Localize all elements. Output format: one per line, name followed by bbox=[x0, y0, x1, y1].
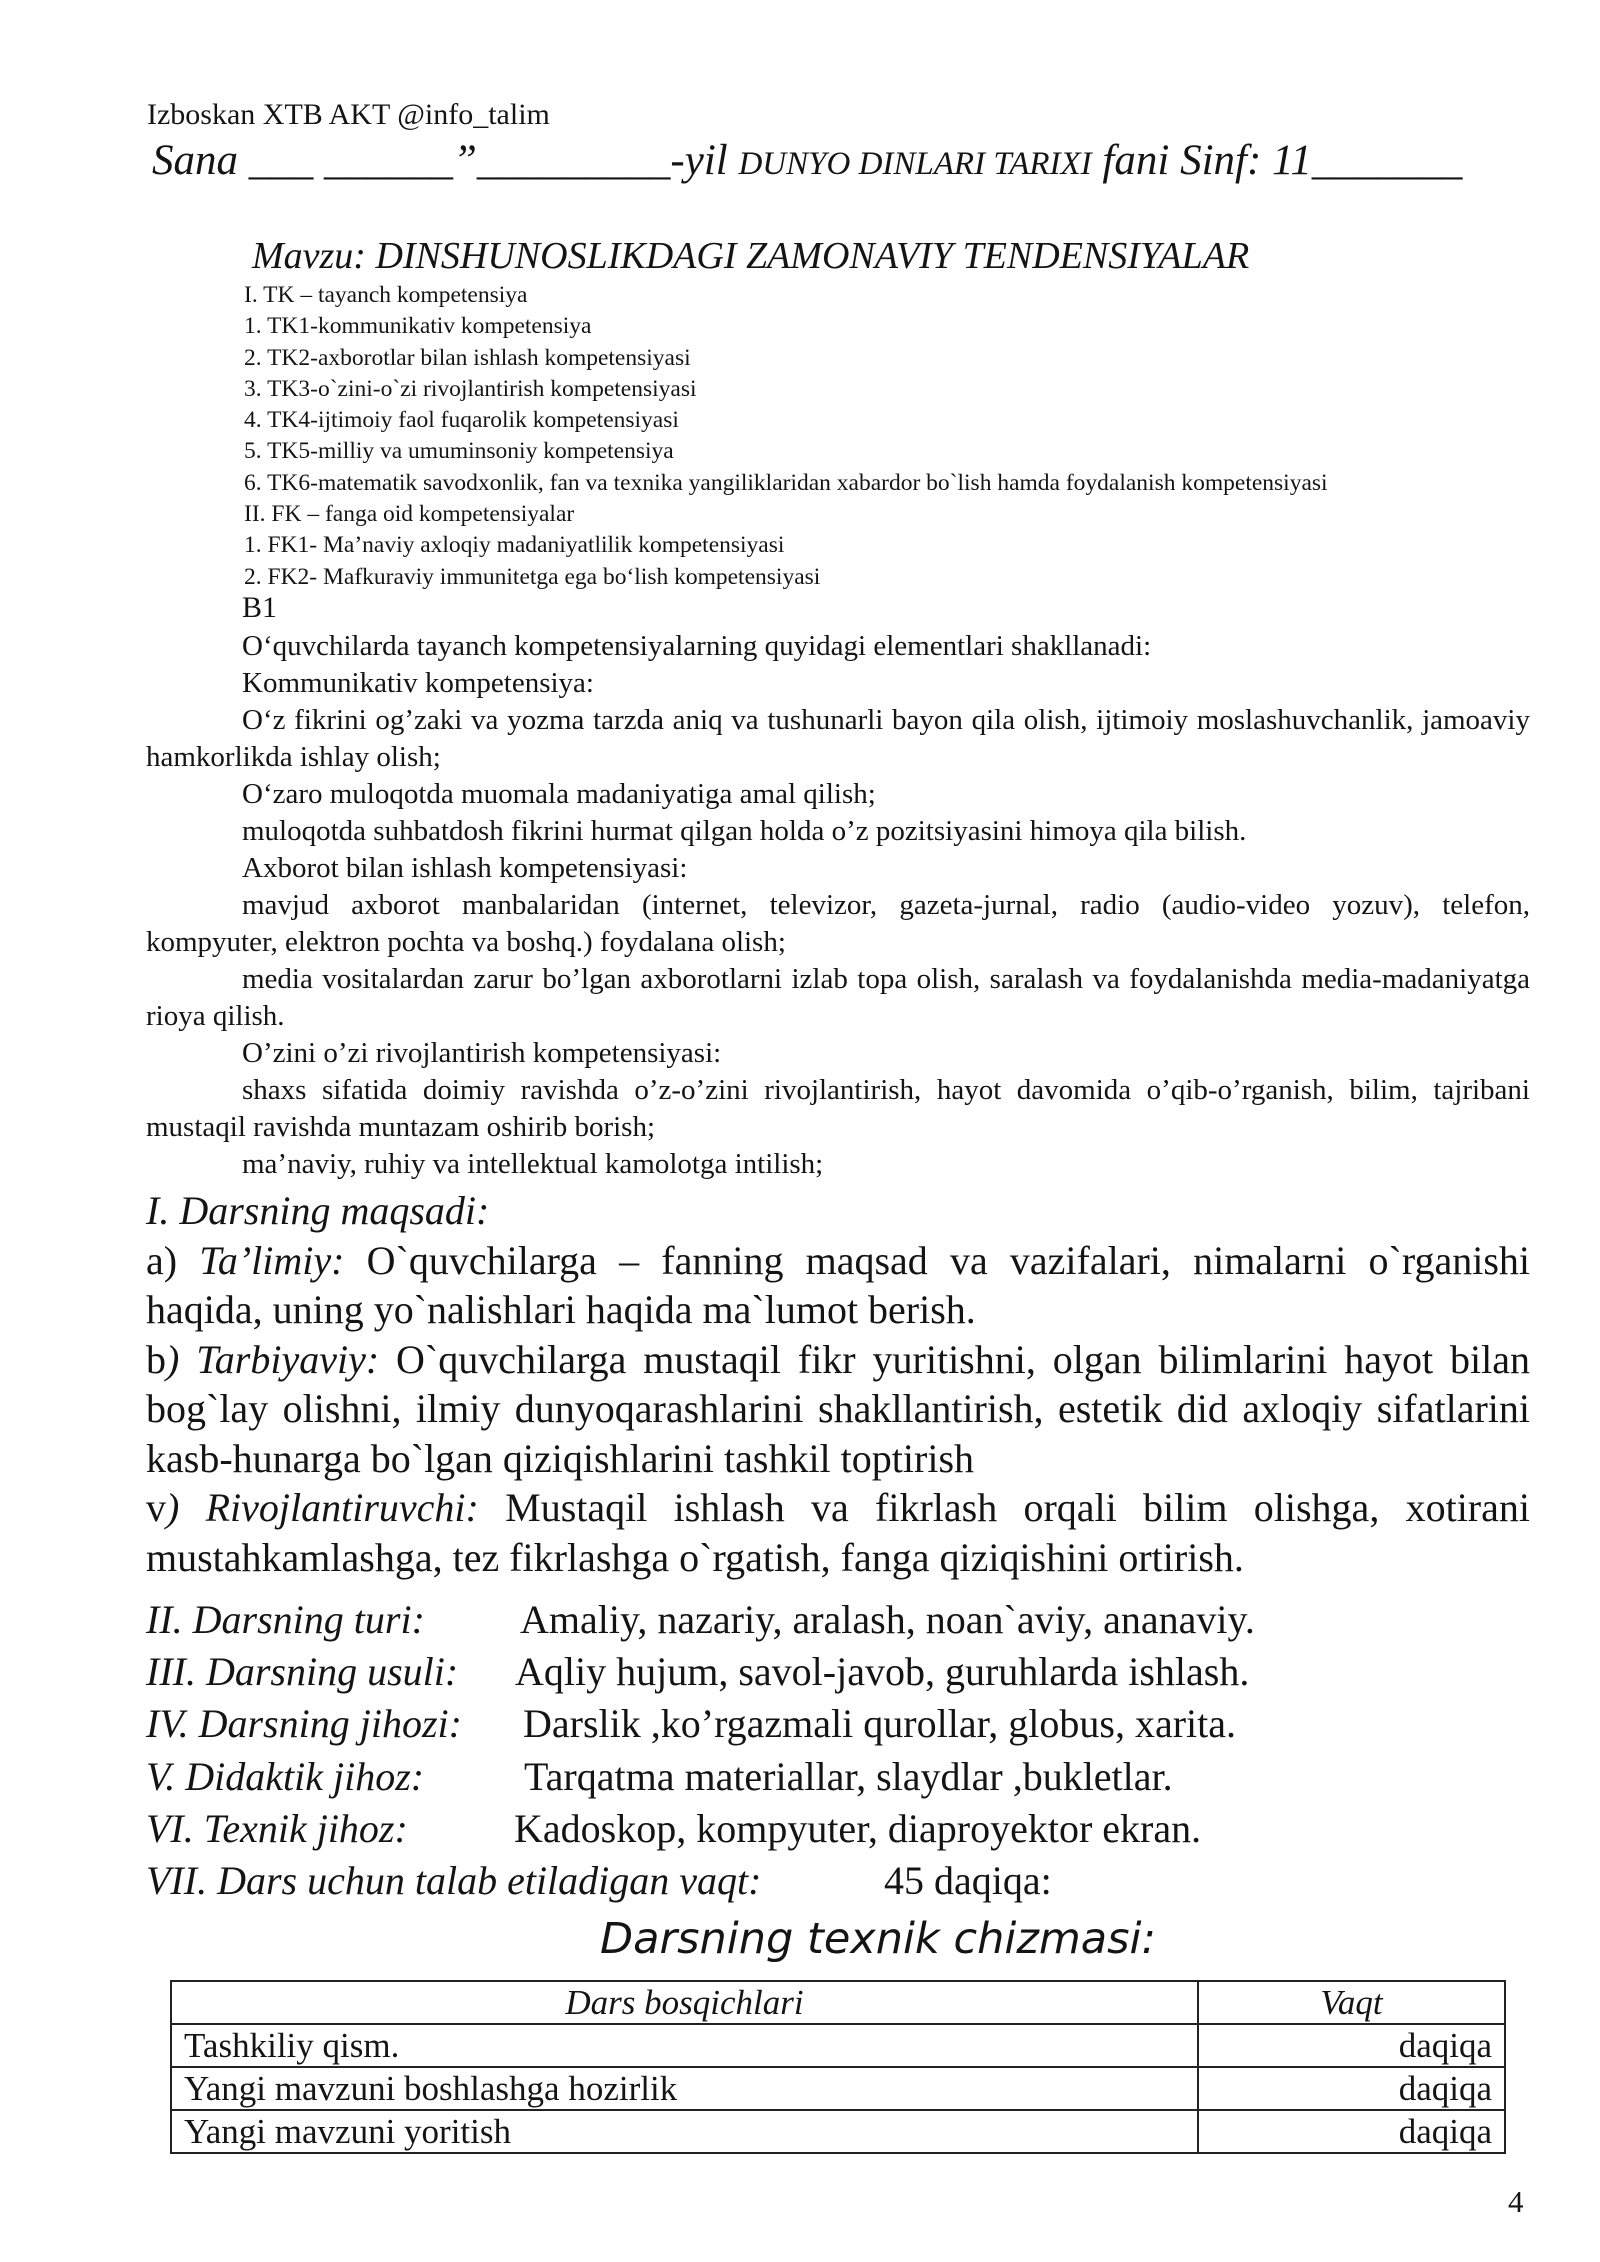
technical-plan-title: Darsning texnik chizmasi: bbox=[600, 1914, 1156, 1964]
info-label: IV. Darsning jihozi: bbox=[146, 1701, 462, 1747]
lesson-stages-table bbox=[170, 1980, 1506, 2154]
body-paragraph: O‘z fikrini og’zaki va yozma tarzda aniq va tushunarli bayon qila olish, ijtimoiy moslashuvchanlik, jamoaviy hamkorlikda ishlay olish; bbox=[146, 704, 1530, 773]
info-label: VII. Dars uchun talab etiladigan vaqt: bbox=[146, 1857, 762, 1903]
goal-educational bbox=[146, 1236, 1530, 1335]
goal-marker: v bbox=[146, 1485, 166, 1530]
goal-text: O`quvchilarga mustaqil fikr yuritishni, olgan bilimlarini hayot bilan bog`lay olishni, ilmiy dunyoqarashlarini shakllantirish, estetik did axloqiy sifatlarini kasb-hunarga bo`lgan qiziqishlarini tashkil toptirish bbox=[146, 1336, 1530, 1481]
goal-text: O`quvchilarga – fanning maqsad va vazifalari, nimalarni o`rganishi haqida, uning yo`nalishlari haqida ma`lumot berish. bbox=[146, 1237, 1530, 1332]
stage-cell: Yangi mavzuni yoritish bbox=[171, 2110, 1198, 2153]
header-stages: Dars bosqichlari bbox=[171, 1981, 1198, 2024]
source-header: Izboskan XTB AKT @info_talim bbox=[147, 98, 550, 131]
time-cell: daqiqa bbox=[1198, 2024, 1505, 2067]
time-cell: daqiqa bbox=[1198, 2110, 1505, 2153]
competency-item: 2. TK2-axborotlar bilan ishlash kompetensiyasi bbox=[244, 344, 691, 371]
body-paragraph: mavjud axborot manbalaridan (internet, televizor, gazeta-jurnal, radio (audio-video yozuv), telefon, kompyuter, elektron pochta va boshq.) foydalana olish; bbox=[146, 889, 1530, 958]
subject-name: DUNYO DINLARI TARIXI bbox=[738, 146, 1092, 182]
section-code: B1 bbox=[242, 591, 278, 624]
goal-text: Mustaqil ishlash va fikrlash orqali bilim olishga, xotirani mustahkamlashga, tez fikrlashga o`rgatish, fanga qiziqishini ortirish. bbox=[146, 1485, 1530, 1580]
competency-item: 5. TK5-milliy va umuminsoniy kompetensiya bbox=[244, 438, 674, 465]
info-value: 45 daqiqa: bbox=[884, 1857, 1052, 1903]
goal-upbringing bbox=[146, 1335, 1530, 1484]
goal-developmental bbox=[146, 1483, 1530, 1582]
goals-heading: I. Darsning maqsadi: bbox=[146, 1188, 490, 1233]
competency-list bbox=[244, 280, 1328, 593]
competency-item: 1. FK1- Ma’naviy axloqiy madaniyatlilik kompetensiyasi bbox=[244, 532, 785, 559]
table-header-row bbox=[171, 1981, 1505, 2024]
body-paragraph: shaxs sifatida doimiy ravishda o’z-o’zini rivojlantirish, hayot davomida o’qib-o’rganish, bilim, tajribani mustaqil ravishda muntazam oshirib borish; bbox=[146, 1074, 1530, 1143]
body-text bbox=[146, 628, 1530, 1183]
info-label: II. Darsning turi: bbox=[146, 1597, 425, 1642]
goal-marker: a) bbox=[146, 1237, 200, 1283]
body-paragraph: muloqotda suhbatdosh fikrini hurmat qilgan holda o’z pozitsiyasini himoya qila bilish. bbox=[242, 815, 1247, 847]
body-paragraph: O’zini o’zi rivojlantirish kompetensiyasi: bbox=[242, 1037, 722, 1069]
competency-item: 4. TK4-ijtimoiy faol fuqarolik kompetensiyasi bbox=[244, 407, 679, 434]
info-value: Aqliy hujum, savol-javob, guruhlarda ishlash. bbox=[515, 1649, 1250, 1695]
stage-cell: Yangi mavzuni boshlashga hozirlik bbox=[171, 2067, 1198, 2110]
competency-item: II. FK – fanga oid kompetensiyalar bbox=[244, 501, 575, 528]
info-value: Tarqatma materiallar, slaydlar ,bukletlar. bbox=[524, 1753, 1173, 1799]
date-subject-line bbox=[152, 136, 1462, 185]
body-paragraph: O‘quvchilarda tayanch kompetensiyalarning quyidagi elementlari shakllanadi: bbox=[242, 630, 1152, 662]
info-label: VI. Texnik jihoz: bbox=[146, 1805, 408, 1851]
goal-marker: b bbox=[146, 1336, 166, 1382]
info-label: V. Didaktik jihoz: bbox=[146, 1753, 425, 1799]
header-time: Vaqt bbox=[1198, 1981, 1505, 2024]
competency-item: 6. TK6-matematik savodxonlik, fan va texnika yangiliklaridan xabardor bo`lish hamda foydalanish kompetensiyasi bbox=[244, 469, 1328, 496]
body-paragraph: media vositalardan zarur bo’lgan axborotlarni izlab topa olish, saralash va foydalanishda media-madaniyatga rioya qilish. bbox=[146, 963, 1530, 1032]
table-row bbox=[171, 2067, 1505, 2110]
goal-label: ) Tarbiyaviy: bbox=[166, 1336, 380, 1382]
info-label: III. Darsning usuli: bbox=[146, 1649, 459, 1695]
goal-label: Ta’limiy: bbox=[199, 1237, 345, 1283]
body-paragraph: Kommunikativ kompetensiya: bbox=[242, 667, 594, 699]
body-paragraph: O‘zaro muloqotda muomala madaniyatiga amal qilish; bbox=[242, 778, 876, 810]
table-row bbox=[171, 2024, 1505, 2067]
info-value: Darslik ,ko’rgazmali qurollar, globus, xarita. bbox=[523, 1701, 1237, 1747]
lesson-goals bbox=[146, 1186, 1530, 1582]
competency-item: 3. TK3-o`zini-o`zi rivojlantirish kompetensiyasi bbox=[244, 375, 697, 402]
competency-item: 2. FK2- Mafkuraviy immunitetga ega bo‘lish kompetensiyasi bbox=[244, 563, 821, 590]
info-value: Kadoskop, kompyuter, diaproyektor ekran. bbox=[514, 1805, 1202, 1851]
topic-title: Mavzu: DINSHUNOSLIKDAGI ZAMONAVIY TENDENSIYALAR bbox=[252, 235, 1250, 277]
info-value: Amaliy, nazariy, aralash, noan`aviy, ananaviy. bbox=[520, 1597, 1255, 1642]
table-row bbox=[171, 2110, 1505, 2153]
competency-item: 1. TK1-kommunikativ kompetensiya bbox=[244, 313, 592, 340]
goal-label: ) Rivojlantiruvchi: bbox=[166, 1485, 479, 1530]
grade-label: fani Sinf: 11_______ bbox=[1102, 137, 1463, 184]
page-number: 4 bbox=[1508, 2184, 1524, 2219]
competency-item: I. TK – tayanch kompetensiya bbox=[244, 282, 528, 308]
stage-cell: Tashkiliy qism. bbox=[171, 2024, 1198, 2067]
time-cell: daqiqa bbox=[1198, 2067, 1505, 2110]
date-prefix: Sana ___ ______”_________-yil bbox=[152, 137, 728, 184]
body-paragraph: ma’naviy, ruhiy va intellektual kamolotga intilish; bbox=[242, 1148, 824, 1180]
body-paragraph: Axborot bilan ishlash kompetensiyasi: bbox=[242, 852, 688, 884]
